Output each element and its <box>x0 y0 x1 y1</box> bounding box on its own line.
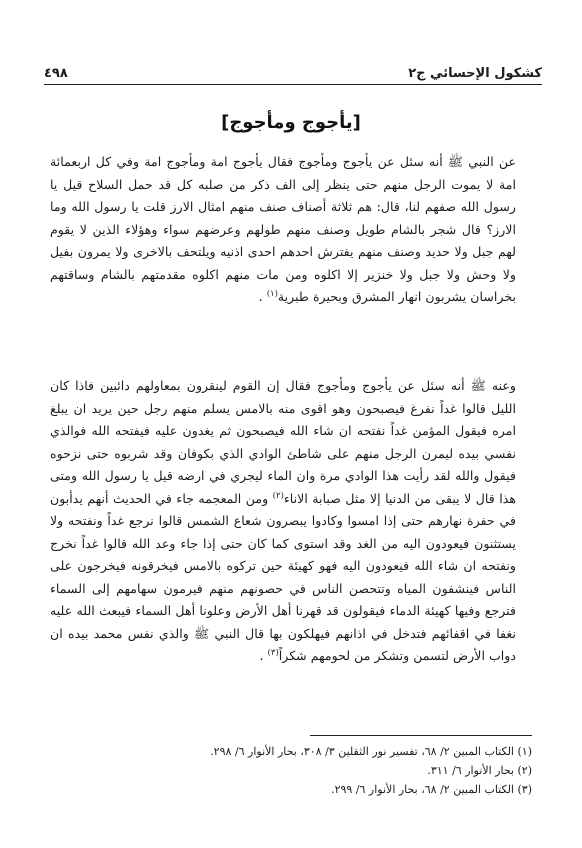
footnote-3: (٣) الكتاب المبين ٢/ ٦٨، بحار الأنوار ٦/ ٢٩٩. <box>331 783 532 796</box>
paragraph-1-body: عن النبي ﷺ أنه سئل عن يأجوج ومأجوج فقال يأجوج امة ومأجوج امة وفي كل اربعمائة امة لا يموت الرجل منهم حتى ينظر إلى الف ذكر من صلبه كل قد حمل السلاح قيل يا رسول الله صفهم لنا، قال: هم ثلاثة أصناف صنف منهم امثال الارز قلت يا رسول الله وما الارز؟ قال شجر بالشام طويل وصنف منهم طولهم وعرضهم سواء وهؤلاء الذين لا يقوم لهم جبل ولا حديد وصنف منهم يفترش احدهم احدى اذنيه ويلتحف بالاخرى ولا يمرون بفيل ولا وحش ولا جبل ولا خنزير إلا اكلوه ومن مات منهم اكلوه مقدمتهم بالشام وساقتهم بخراسان يشربون انهار المشرق وبحيرة طبرية <box>50 154 516 304</box>
running-title: كشكول الإحسائي ج٢ <box>408 66 542 81</box>
paragraph-2-end: . <box>259 648 268 663</box>
footnote-1: (١) الكتاب المبين ٢/ ٦٨، تفسير نور الثقلين ٣/ ٣٠٨، بحار الأنوار ٦/ ٢٩٨. <box>210 745 532 758</box>
footnote-2: (٢) بحار الأنوار ٦/ ٣١١. <box>427 764 532 777</box>
page-header <box>44 60 542 85</box>
paragraph-1 <box>50 151 534 309</box>
paragraph-2-body: وعنه ﷺ أنه سئل عن يأجوج ومأجوج فقال إن القوم لينقرون بمعاولهم دائبين فاذا كان الليل قالوا غداً نفرغ فيصبحون وهو اقوى منه بالامس يسلم منهم رجل حين يريد ان يبلغ امره فيقول المؤمن غداً نفتحه ان شاء الله فيصبحون ثم يغدون عليه فيفتحه الله فوالذي نفسي بيده ليمرن الرجل منهم على شاطئ الوادي الذي بكوفان وقد شربوه حتى نزحوه فيقول والله لقد رأيت هذا الوادي مرة وان الماء ليجري في ارضه قيل يا رسول الله ومتى هذا قال لا يبقى من الدنيا إلا مثل صبابة الاناء <box>50 378 516 506</box>
paragraph-2-text <box>50 375 534 668</box>
paragraph-1-end: . <box>258 289 267 304</box>
paragraph-2 <box>50 375 534 668</box>
paragraph-1-text <box>50 151 534 309</box>
footnote-ref-3[interactable]: (٣) <box>267 647 279 658</box>
section-title: [يأجوج ومأجوج] <box>221 112 361 133</box>
page-number: ٤٩٨ <box>44 66 68 81</box>
footnote-ref-1[interactable]: (١) <box>266 288 278 299</box>
paragraph-2-body-cont: ومن المعجمه جاء في الحديث أنهم يدأبون في حفرة نهارهم حتى إذا امسوا وكادوا يبصرون شعاع الشمس قالوا نرجع غداً ونفتحه ولا يستثنون فيعودون اليه من الغد وقد استوى كما كان حتى إذا جاء وعد الله قالوا غداً نخرج ونفتحه ان شاء الله فيعودون اليه فهو كهيئة حين تركوه بالامس فيخرقونه فيخرجون على الناس فينشفون المياه وتتحصن الناس في حصونهم منهم فيرمون سهامهم إلى السماء فترجع وفيها كهيئة الدماء فيقولون قد قهرنا أهل الأرض وعلونا أهل السماء فيبعث الله عليه نغفا في اقفائهم فتدخل في اذانهم فيهلكون بها قال النبي ﷺ والذي نفس محمد بيده ان دواب الأرض لتسمن وتشكر من لحومهم شكراً <box>50 490 516 663</box>
footnote-divider <box>310 735 532 736</box>
footnotes <box>50 742 532 799</box>
footnote-ref-2[interactable]: (٢) <box>272 490 284 501</box>
